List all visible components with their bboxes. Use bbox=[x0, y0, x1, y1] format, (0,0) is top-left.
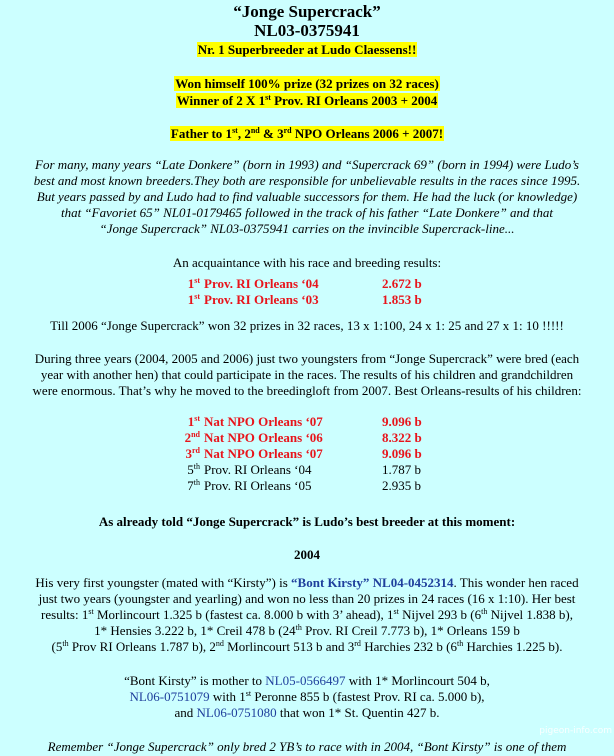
result-row bbox=[172, 478, 442, 494]
mother-paragraph: “Bont Kirsty” is mother to NL05-0566497 with 1* Morlincourt 504 b, NL06-0751079 with 1st Peronne 855 b (fastest Prov. RI ca. 5.000 b), and NL06-0751080 that won 1* St. Quentin 427 b. bbox=[124, 673, 490, 720]
intro-paragraph: For many, many years “Late Donkere” (born in 1993) and “Supercrack 69” (born in 1994) were Ludo’s best and most known breeders.They both are responsible for unbelievable results in the races since 1995. But years passed by and Ludo had to find valuable successors for them. He had the luck (or knowledge) that “Favoriet 65” NL01-0179465 followed in the track of his father “Late Donkere” and that “Jonge Supercrack” NL03-0375941 carries on the invincible Supercrack-line... bbox=[33, 157, 581, 236]
result-rank: 1st bbox=[187, 292, 200, 307]
result-race: Nat NPO Orleans ‘07 bbox=[204, 446, 323, 461]
till-2006-text: Till 2006 “Jonge Supercrack” won 32 prizes in 32 races, 13 x 1:100, 24 x 1: 25 and 27 x 1: 10 !!!!! bbox=[50, 318, 564, 333]
already-told-heading: As already told “Jonge Supercrack” is Ludo’s best breeder at this moment: bbox=[98, 514, 516, 529]
result-rank: 1st bbox=[187, 414, 200, 429]
result-race: Nat NPO Orleans ‘06 bbox=[204, 430, 323, 445]
title-name: “Jonge Supercrack” bbox=[233, 2, 381, 21]
result-rank: 7th bbox=[187, 478, 200, 493]
result-rank: 5th bbox=[187, 462, 200, 477]
result-race: Prov. RI Orleans ‘03 bbox=[204, 292, 319, 307]
children-results bbox=[0, 414, 614, 494]
watermark: pigeon-info.com bbox=[539, 726, 612, 736]
result-race: Nat NPO Orleans ‘07 bbox=[204, 414, 323, 429]
first-youngster-paragraph: His very first youngster (mated with “Kirsty”) is “Bont Kirsty” NL04-0452314. This wonder hen raced just two years (youngster and yearling) and won no less than 20 prizes in 24 races (16 x 1:10). Her best results: 1st Morlincourt 1.325 b (fastest ca. 8.000 b with 3’ ahead), 1st Nijvel 293 b (6th Nijvel 1.838 b), 1* Hensies 3.222 b, 1* Creil 478 b (24th Prov. RI Creil 7.773 b), 1* Orleans 159 b (5th Prov RI Orleans 1.787 b), 2nd Morlincourt 513 b and 3rd Harchies 232 b (6th Harchies 1.225 b). bbox=[35, 575, 579, 654]
page-title bbox=[0, 2, 614, 40]
highlight-superbreeder: Nr. 1 Superbreeder at Ludo Claessens!! bbox=[197, 42, 417, 57]
race-results bbox=[0, 276, 614, 308]
result-rank: 3rd bbox=[185, 446, 200, 461]
acquaintance-text: An acquaintance with his race and breeding results: bbox=[172, 255, 442, 270]
result-rank: 2nd bbox=[184, 430, 200, 445]
during-paragraph: During three years (2004, 2005 and 2006) just two youngsters from “Jonge Supercrack” were bred (each year with another hen) that could participate in the races. The results of his children and grandchildren were enormous. That’s why he moved to the breedingloft from 2007. Best Orleans-results of his children: bbox=[32, 351, 582, 398]
race-results-table bbox=[172, 276, 442, 308]
result-value: 2.935 b bbox=[382, 478, 421, 493]
result-value: 1.853 b bbox=[382, 292, 422, 307]
nl06-0751080-link[interactable]: NL06-0751080 bbox=[196, 705, 277, 720]
year-heading: 2004 bbox=[294, 547, 320, 562]
result-value: 8.322 b bbox=[382, 430, 422, 445]
result-value: 9.096 b bbox=[382, 446, 422, 461]
remember-text: Remember “Jonge Supercrack” only bred 2 YB’s to race with in 2004, “Bont Kirsty” is one of them bbox=[47, 739, 567, 754]
result-race: Prov. RI Orleans ‘04 bbox=[204, 462, 312, 477]
result-row bbox=[172, 462, 442, 478]
title-ring: NL03-0375941 bbox=[254, 21, 360, 40]
result-row bbox=[172, 414, 442, 430]
children-results-table bbox=[172, 414, 442, 494]
result-race: Prov. RI Orleans ‘04 bbox=[204, 276, 319, 291]
result-row bbox=[172, 446, 442, 462]
result-race: Prov. RI Orleans ‘05 bbox=[204, 478, 312, 493]
result-value: 9.096 b bbox=[382, 414, 422, 429]
highlight-prizes: Won himself 100% prize (32 prizes on 32 races) Winner of 2 X 1st Prov. RI Orleans 2003 + 2004 bbox=[175, 76, 439, 108]
result-value: 2.672 b bbox=[382, 276, 422, 291]
nl05-0566497-link[interactable]: NL05-0566497 bbox=[265, 673, 346, 688]
bont-kirsty-link[interactable]: “Bont Kirsty” NL04-0452314 bbox=[291, 575, 454, 590]
result-rank: 1st bbox=[187, 276, 200, 291]
result-row bbox=[172, 430, 442, 446]
highlight-father: Father to 1st, 2nd & 3rd NPO Orleans 2006 + 2007! bbox=[170, 126, 444, 141]
result-row bbox=[172, 292, 442, 308]
result-value: 1.787 b bbox=[382, 462, 421, 477]
result-row bbox=[172, 276, 442, 292]
nl06-0751079-link[interactable]: NL06-0751079 bbox=[129, 689, 210, 704]
